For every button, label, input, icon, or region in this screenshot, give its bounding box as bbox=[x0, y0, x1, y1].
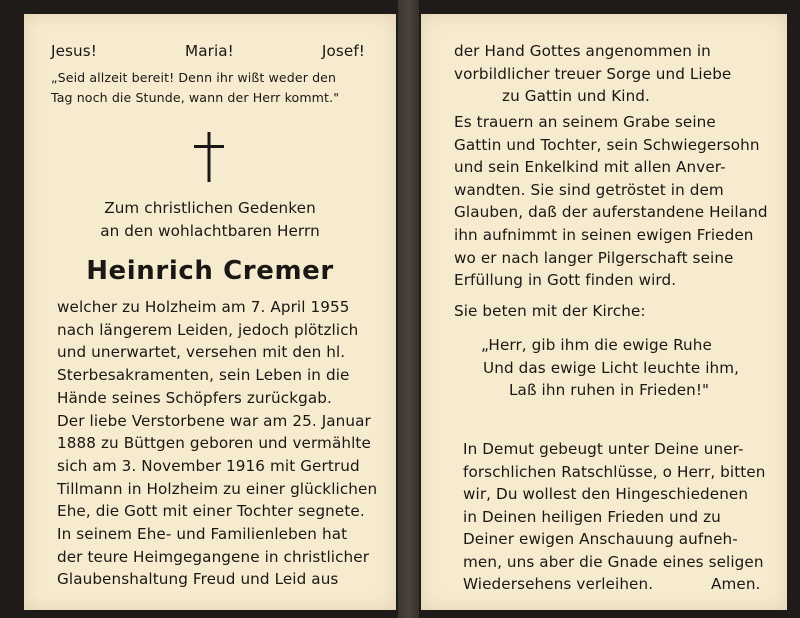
bio-line: nach längerem Leiden, jedoch plötzlich bbox=[57, 320, 359, 339]
bio-line: Sterbesakramenten, sein Leben in die bbox=[57, 366, 350, 385]
closing-line: In Demut gebeugt unter Deine uner- bbox=[463, 440, 744, 458]
prayer-line: Und das ewige Licht leuchte ihm, bbox=[483, 358, 740, 377]
prayer-line: Laß ihn ruhen in Frieden!" bbox=[509, 381, 710, 400]
cross-icon bbox=[194, 132, 224, 182]
left-page bbox=[24, 14, 396, 610]
bio-line: Hände seines Schöpfers zurückgab. bbox=[57, 388, 332, 407]
biography bbox=[57, 296, 378, 591]
cont-line: vorbildlicher treuer Sorge und Liebe bbox=[454, 64, 732, 83]
continuation bbox=[454, 40, 731, 108]
motto-line-2: Tag noch die Stunde, wann der Herr kommt." bbox=[51, 90, 340, 105]
bio-line: sich am 3. November 1916 mit Gertrud bbox=[57, 456, 360, 475]
bio-line: 1888 zu Büttgen geboren und vermählte bbox=[57, 434, 371, 453]
closing-line: forschlichen Ratschlüsse, o Herr, bitten bbox=[463, 462, 766, 481]
motto-line-1: „Seid allzeit bereit! Denn ihr wißt weder den bbox=[51, 70, 337, 85]
mourners-line: Es trauern an seinem Grabe seine bbox=[454, 113, 716, 131]
bio-line: Glaubenshaltung Freud und Leid aus bbox=[57, 570, 339, 589]
amen: Amen. bbox=[711, 575, 761, 593]
prayer-intro: Sie beten mit der Kirche: bbox=[454, 302, 646, 320]
prayer bbox=[481, 334, 739, 402]
prayer-line: „Herr, gib ihm die ewige Ruhe bbox=[481, 336, 712, 354]
closing-line: wir, Du wollest den Hingeschiedenen bbox=[463, 485, 749, 503]
mourners-line: und sein Enkelkind mit allen Anver- bbox=[454, 158, 726, 177]
header-row bbox=[51, 40, 365, 63]
closing-line: men, uns aber die Gnade eines seligen bbox=[463, 552, 764, 571]
bio-line: In seinem Ehe- und Familienleben hat bbox=[57, 525, 348, 544]
bio-line: Der liebe Verstorbene war am 25. Januar bbox=[57, 411, 371, 430]
mourners-line: Erfüllung in Gott finden wird. bbox=[454, 271, 677, 290]
header-jesus: Jesus! bbox=[51, 42, 97, 60]
header-josef: Josef! bbox=[321, 42, 365, 60]
intro-line-1: Zum christlichen Gedenken bbox=[104, 199, 316, 217]
closing-line: in Deinen heiligen Frieden und zu bbox=[463, 507, 721, 526]
motto bbox=[51, 68, 365, 108]
bio-line: und unerwartet, versehen mit den hl. bbox=[57, 343, 346, 362]
closing-prayer bbox=[463, 438, 766, 596]
intro-line-2: an den wohlachtbaren Herrn bbox=[100, 221, 320, 240]
bio-line: welcher zu Holzheim am 7. April 1955 bbox=[57, 298, 350, 316]
closing-line: Wiedersehens verleihen. bbox=[463, 575, 654, 593]
closing-line: Deiner ewigen Anschauung aufneh- bbox=[463, 530, 738, 548]
mourners-line: wandten. Sie sind getröstet in dem bbox=[454, 180, 724, 199]
deceased-name: Heinrich Cremer bbox=[86, 256, 334, 286]
mourners-line: Gattin und Tochter, sein Schwiegersohn bbox=[454, 135, 760, 154]
cont-line: zu Gattin und Kind. bbox=[502, 87, 650, 106]
cont-line: der Hand Gottes angenommen in bbox=[454, 42, 711, 60]
bio-line: der teure Heimgegangene in christlicher bbox=[57, 547, 370, 566]
header-maria: Maria! bbox=[185, 42, 234, 60]
card-fold bbox=[398, 0, 419, 618]
mourners-line: ihn aufnimmt in seinen ewigen Frieden bbox=[454, 225, 754, 244]
mourners-line: wo er nach langer Pilgerschaft seine bbox=[454, 248, 734, 267]
intro bbox=[24, 197, 396, 242]
right-page bbox=[421, 14, 787, 610]
bio-line: Ehe, die Gott mit einer Tochter segnete. bbox=[57, 502, 365, 521]
mourners-line: Glauben, daß der auferstandene Heiland bbox=[454, 203, 768, 222]
mourners bbox=[454, 111, 768, 292]
bio-line: Tillmann in Holzheim zu einer glücklichen bbox=[57, 479, 378, 498]
